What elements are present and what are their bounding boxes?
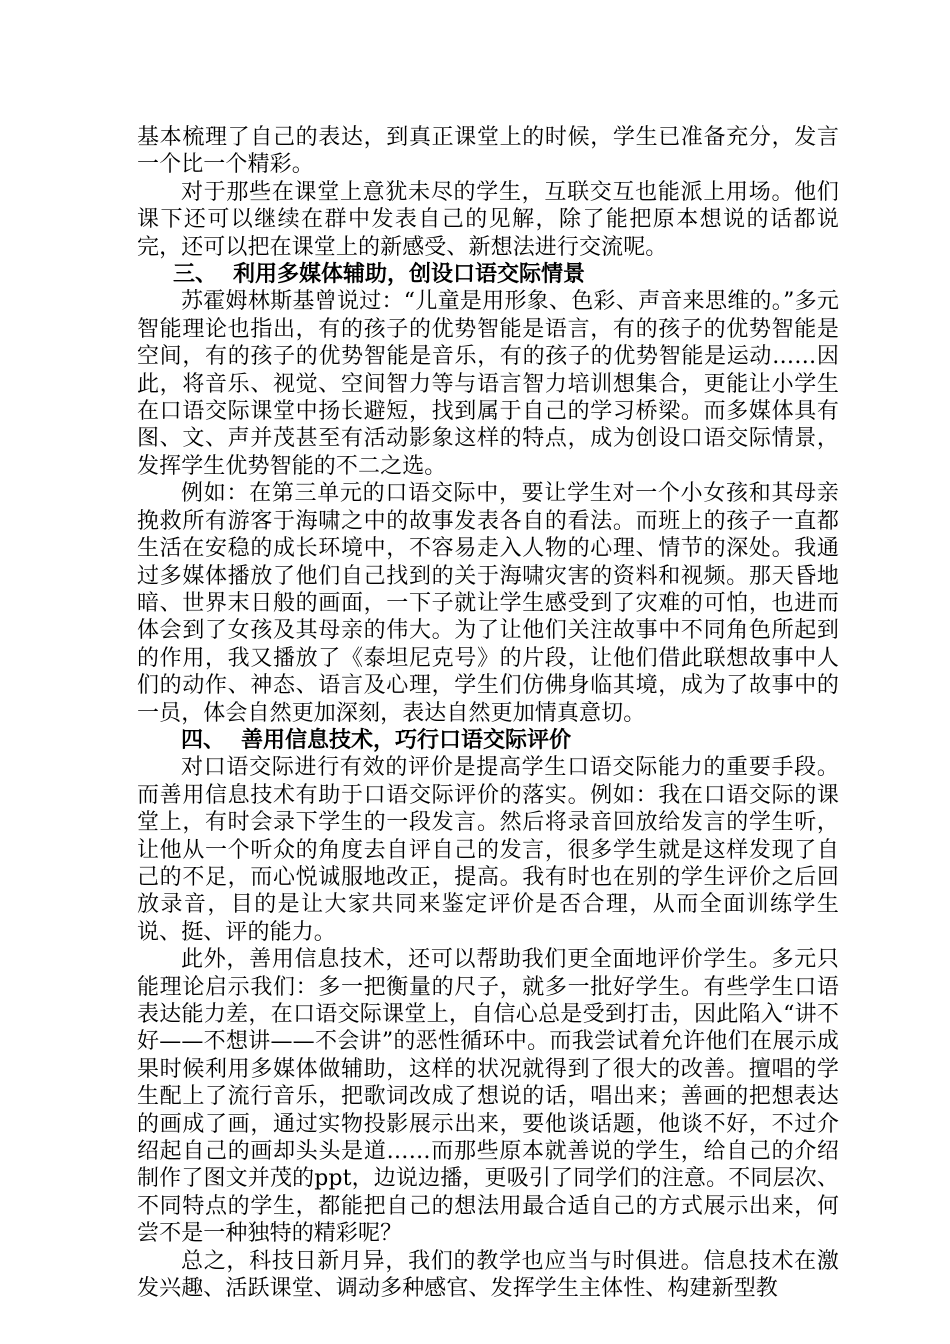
document-page [137,124,839,1302]
paragraph-conclusion: 总之，科技日新月异，我们的教学也应当与时俱进。信息技术在激发兴趣、活跃课堂、调动多种感官、发挥学生主体性、构建新型教 [137,1248,839,1302]
section-number: 四、 [181,726,226,753]
paragraph-continuation: 基本梳理了自己的表达，到真正课堂上的时候，学生已准备充分，发言一个比一个精彩。 [137,125,839,178]
section-title: 善用信息技术，巧行口语交际评价 [241,726,572,753]
paragraph-evaluation: 对口语交际进行有效的评价是提高学生口语交际能力的重要手段。而善用信息技术有助于口语交际评价的落实。例如：我在口语交际的课堂上，有时会录下学生的一段发言。然后将录音回放给发言的学生听，让他从一个听众的角度去自评自己的发言，很多学生就是这样发现了自己的不足，而心悦诚服地改正，提高。我有时也在别的学生评价之后回放录音，目的是让大家共同来鉴定评价是否合理，从而全面训练学生说、挺、评的能力。 [137,755,839,945]
paragraph-example-tsunami: 例如：在第三单元的口语交际中，要让学生对一个小女孩和其母亲挽救所有游客于海啸之中的故事发表各自的看法。而班上的孩子一直都生活在安稳的成长环境中，不容易走入人物的心理、情节的深处。我通过多媒体播放了他们自己找到的关于海啸灾害的资料和视频。那天昏地暗、世界末日般的画面，一下子就让学生感受到了灾难的可怕，也进而体会到了女孩及其母亲的伟大。为了让他们关注故事中不同角色所起到的作用，我又播放了《泰坦尼克号》的片段，让他们借此联想故事中人们的动作、神态、语言及心理，学生们仿佛身临其境，成为了故事中的一员，体会自然更加深刻，表达自然更加情真意切。 [137,481,839,726]
section-heading-three [137,261,839,288]
section-heading-four [137,727,839,754]
paragraph-evaluation-more: 此外，善用信息技术，还可以帮助我们更全面地评价学生。多元只能理论启示我们：多一把衡量的尺子，就多一批好学生。有些学生口语表达能力差，在口语交际课堂上，自信心总是受到打击，因此陷入“讲不好——不想讲——不会讲”的恶性循环中。而我尝试着允许他们在展示成果时候利用多媒体做辅助，这样的状况就得到了很大的改善。擅唱的学生配上了流行音乐，把歌词改成了想说的话，唱出来；善画的把想表达的画成了画，通过实物投影展示出来，要他谈话题，他谈不好，不过介绍起自己的画却头头是道……而那些原本就善说的学生，给自己的介绍制作了图文并茂的ppt，边说边播，更吸引了同学们的注意。不同层次、不同特点的学生，都能把自己的想法用最合适自己的方式展示出来，何尝不是一种独特的精彩呢？ [137,947,839,1247]
section-title: 利用多媒体辅助，创设口语交际情景 [233,261,586,288]
section-number: 三、 [173,261,218,288]
paragraph-online-interaction: 对于那些在课堂上意犹未尽的学生，互联交互也能派上用场。他们课下还可以继续在群中发表自己的见解，除了能把原本想说的话都说完，还可以把在课堂上的新感受、新想法进行交流呢。 [137,179,839,260]
paragraph-multiple-intelligences: 苏霍姆林斯基曾说过：“儿童是用形象、色彩、声音来思维的。”多元智能理论也指出，有的孩子的优势智能是语言，有的孩子的优势智能是空间，有的孩子的优势智能是音乐，有的孩子的优势智能是运动……因此，将音乐、视觉、空间智力等与语言智力培训想集合，更能让小学生在口语交际课堂中扬长避短，找到属于自己的学习桥梁。而多媒体具有图、文、声并茂甚至有活动影象这样的特点，成为创设口语交际情景，发挥学生优势智能的不二之选。 [137,289,839,479]
